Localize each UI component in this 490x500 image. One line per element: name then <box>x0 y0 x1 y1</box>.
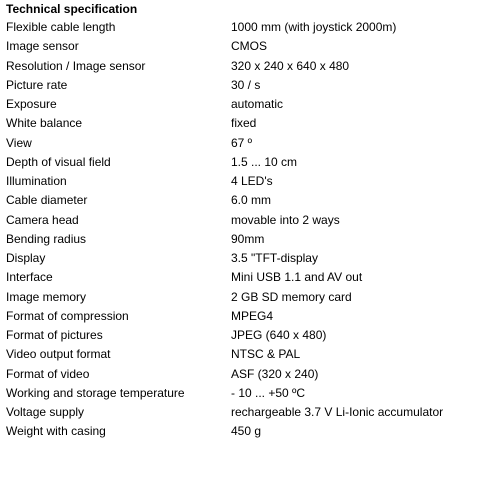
spec-row <box>6 76 486 95</box>
spec-label: Image memory <box>6 289 87 304</box>
spec-label: Picture rate <box>6 77 68 92</box>
spec-label: Exposure <box>6 97 57 111</box>
spec-row <box>6 345 486 364</box>
specification-table <box>6 1 486 442</box>
spec-label: Format of video <box>6 366 90 381</box>
spec-label: Format of compression <box>6 308 129 323</box>
spec-label: Display <box>6 251 46 265</box>
spec-label: Illumination <box>6 174 67 188</box>
spec-value: JPEG (640 x 480) <box>231 328 327 342</box>
spec-value: 450 g <box>231 424 262 439</box>
spec-value: 3.5 "TFT-display <box>231 251 318 265</box>
spec-value: 4 LED's <box>231 174 273 188</box>
spec-row <box>6 114 486 133</box>
spec-rows <box>6 18 486 442</box>
spec-row <box>6 57 486 76</box>
spec-value: CMOS <box>231 39 267 54</box>
spec-label: Weight with casing <box>6 424 106 439</box>
spec-row <box>6 18 486 37</box>
spec-value: 30 / s <box>231 77 261 92</box>
spec-value: rechargeable 3.7 V Li-Ionic accumulator <box>231 405 444 419</box>
spec-row <box>6 134 486 153</box>
spec-row <box>6 422 486 441</box>
spec-row <box>6 153 486 172</box>
spec-value: fixed <box>231 116 257 131</box>
spec-value: 90mm <box>231 231 265 246</box>
spec-label: Depth of visual field <box>6 154 111 169</box>
spec-row <box>6 403 486 422</box>
spec-row <box>6 230 486 249</box>
spec-value: Mini USB 1.1 and AV out <box>231 270 363 285</box>
spec-label: Flexible cable length <box>6 20 116 34</box>
spec-row <box>6 172 486 191</box>
spec-value: - 10 ... +50 ºC <box>231 385 306 400</box>
spec-value: automatic <box>231 97 284 111</box>
spec-label: Camera head <box>6 212 79 227</box>
spec-label: View <box>6 135 32 150</box>
spec-value: 6.0 mm <box>231 193 272 208</box>
spec-value: MPEG4 <box>231 308 274 323</box>
spec-label: Resolution / Image sensor <box>6 58 146 73</box>
spec-row <box>6 326 486 345</box>
spec-value: 2 GB SD memory card <box>231 289 352 304</box>
spec-row <box>6 268 486 287</box>
spec-label: Image sensor <box>6 39 79 54</box>
spec-value: movable into 2 ways <box>231 212 340 227</box>
spec-label: Video output format <box>6 347 111 362</box>
spec-value: NTSC & PAL <box>231 347 301 362</box>
spec-row <box>6 95 486 114</box>
spec-row <box>6 307 486 326</box>
spec-value: ASF (320 x 240) <box>231 366 319 381</box>
spec-label: Voltage supply <box>6 405 85 419</box>
spec-row <box>6 37 486 56</box>
spec-label: Cable diameter <box>6 193 88 208</box>
spec-value: 1.5 ... 10 cm <box>231 154 298 169</box>
spec-title: Technical specification <box>6 2 138 16</box>
spec-row <box>6 384 486 403</box>
spec-value: 320 x 240 x 640 x 480 <box>231 58 350 73</box>
spec-label: Bending radius <box>6 231 87 246</box>
spec-row <box>6 191 486 210</box>
spec-label: White balance <box>6 116 83 131</box>
spec-row <box>6 211 486 230</box>
spec-value: 1000 mm (with joystick 2000m) <box>231 20 397 34</box>
spec-label: Interface <box>6 270 53 285</box>
spec-label: Format of pictures <box>6 328 103 342</box>
spec-label: Working and storage temperature <box>6 385 185 400</box>
spec-row <box>6 365 486 384</box>
spec-value: 67 º <box>231 135 253 150</box>
spec-row <box>6 288 486 307</box>
spec-row <box>6 249 486 268</box>
